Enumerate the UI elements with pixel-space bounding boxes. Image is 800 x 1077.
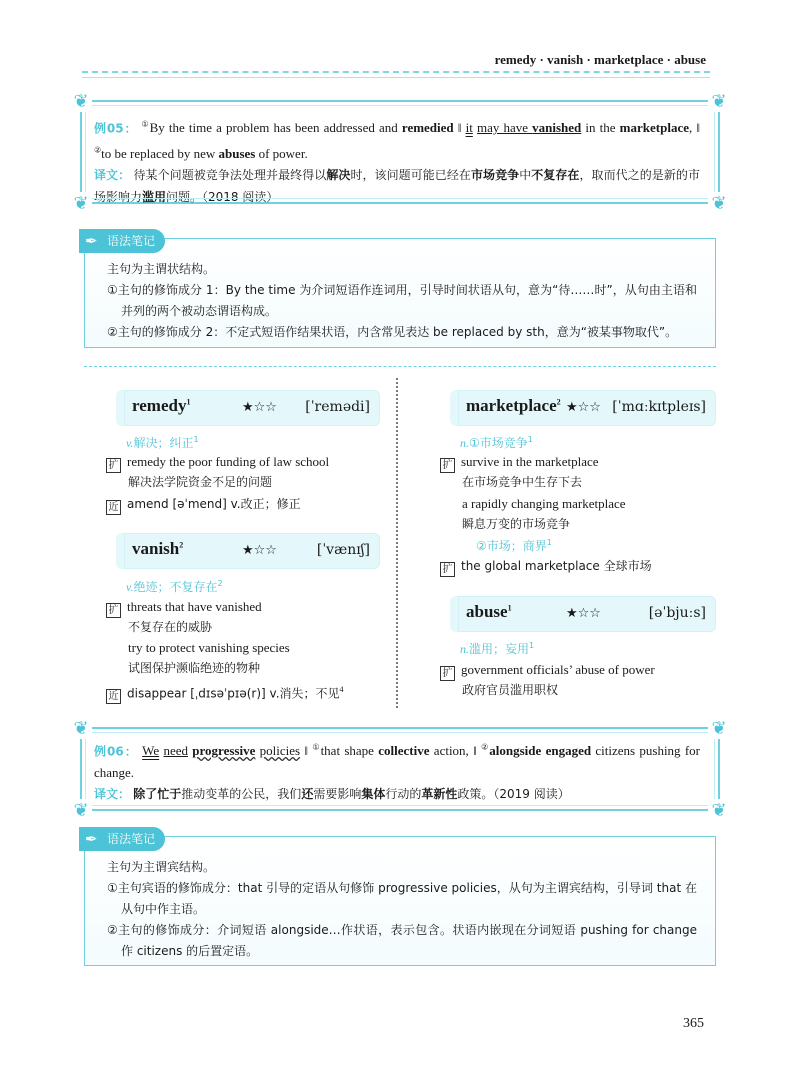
- part-of-speech: n.滥用；妄用$^1$: [460, 641, 535, 656]
- word-card-remedy: [116, 390, 380, 426]
- text-segment: that shape: [320, 743, 379, 759]
- section-divider: [84, 366, 716, 367]
- extension-cn: 瞬息万变的市场竞争: [462, 517, 571, 531]
- extend-tag-icon: 扩: [440, 666, 455, 681]
- text-segment: 待某个问题被竞争法处理并最终得以: [133, 167, 327, 182]
- headword: remedy$^1$: [132, 396, 191, 415]
- grammar-note-1: [84, 232, 716, 348]
- extension-cn: 在市场竞争中生存下去: [462, 475, 583, 489]
- example-05-translation-text: [94, 168, 700, 204]
- extension: 扩 the global marketplace 全球市场: [440, 556, 652, 577]
- text-segment: ②: [94, 145, 102, 155]
- frequency-stars: ★☆☆: [242, 543, 277, 558]
- corner-ornament-icon: ❦: [708, 717, 730, 739]
- text-segment: ②: [481, 743, 490, 752]
- text-segment: policies: [259, 743, 301, 759]
- page-number: 365: [683, 1016, 704, 1031]
- frequency-stars: ★☆☆: [242, 400, 277, 415]
- example-05-box: [73, 91, 727, 213]
- text-segment: By the time a problem has been addressed and: [149, 120, 402, 136]
- corner-ornament-icon: ❦: [70, 90, 92, 112]
- corner-ornament-icon: ❦: [708, 192, 730, 214]
- frequency-stars: ★☆☆: [566, 400, 601, 415]
- extension-en: 扩 remedy the poor funding of law school: [106, 452, 329, 473]
- column-divider: [396, 378, 406, 708]
- extension-cn: 政府官员滥用职权: [462, 683, 559, 697]
- word-card-abuse: [450, 596, 716, 632]
- text-segment: vanished: [532, 120, 582, 136]
- text-segment: 行动的: [385, 787, 422, 802]
- text-segment: ①: [141, 120, 150, 129]
- extension-cn: 试图保护濒临绝迹的物种: [128, 661, 261, 675]
- example-05-translation: 译文： 待某个问题被竞争法处理并最终得以解决时，该问题可能已经在市场竞争中不复存在，取而代之的是新的市场影响力滥用问题。（2018 阅读）: [94, 167, 700, 204]
- phonetic: [əˈbjuːs]: [648, 605, 706, 621]
- text-segment: 集体: [361, 787, 386, 802]
- translation-label: 译文: [94, 787, 119, 802]
- text-segment: it: [465, 120, 473, 136]
- translation-label: 译文: [94, 167, 119, 182]
- text-segment: 市场竞争: [470, 167, 520, 182]
- text-segment: abuses: [218, 145, 256, 161]
- text-segment: marketplace: [619, 120, 689, 136]
- word-card-marketplace: [450, 390, 716, 426]
- text-segment: in the: [581, 120, 620, 136]
- synonym: 近 disappear [ˌdɪsəˈpɪə(r)] v.消失；不见$^4$: [106, 680, 344, 704]
- text-segment: 时，该问题可能已经在: [350, 167, 471, 182]
- text-segment: ①: [312, 743, 321, 752]
- phonetic: [ˈvænɪʃ]: [316, 542, 370, 558]
- text-segment: collective: [378, 743, 430, 759]
- note-line: 主句为主谓宾结构。: [107, 860, 216, 874]
- quill-pen-icon: ✒: [85, 232, 98, 250]
- grammar-note-2: [84, 830, 716, 966]
- corner-ornament-icon: ❦: [70, 717, 92, 739]
- text-segment: ‖: [300, 743, 313, 759]
- text-segment: 革新性: [421, 787, 458, 802]
- word-card-vanish: [116, 533, 380, 569]
- extension-cn: 不复存在的威胁: [128, 620, 213, 634]
- note-line: ②主句的修饰成分 2：不定式短语作结果状语，内含常见表达 be replaced by sth，意为“被某事物取代”。: [107, 325, 678, 339]
- text-segment: 中: [519, 167, 532, 182]
- note-line: ②主句的修饰成分：介词短语 alongside…作状语，表示包含。状语内嵌现在分词短语 pushing for change 作 citizens 的后置定语。: [107, 923, 697, 958]
- extension-en: 扩 survive in the marketplace: [440, 452, 599, 473]
- text-segment: ‖: [453, 120, 466, 136]
- corner-ornament-icon: ❦: [70, 799, 92, 821]
- note-line: ①主句宾语的修饰成分：that 引导的定语从句修饰 progressive policies，从句为主谓宾结构，引导词 that 在从句中作主语。: [107, 881, 697, 916]
- headword: abuse$^1$: [466, 602, 512, 621]
- extend-tag-icon: 扩: [106, 603, 121, 618]
- text-segment: 需要影响: [313, 787, 362, 802]
- synonym-tag-icon: 近: [106, 500, 121, 515]
- text-segment: 还: [301, 787, 314, 802]
- corner-ornament-icon: ❦: [70, 192, 92, 214]
- text-segment: remedied: [401, 120, 454, 136]
- phonetic: [ˈremədi]: [305, 399, 370, 415]
- text-segment: ，取而代之的是新的市场影响力: [94, 167, 700, 204]
- frequency-stars: ★☆☆: [566, 606, 601, 621]
- extend-tag-icon: 扩: [440, 458, 455, 473]
- text-segment: progressive: [192, 743, 256, 759]
- text-segment: 解决: [326, 167, 351, 182]
- headword: marketplace$^2$: [466, 396, 561, 415]
- text-segment: action, ‖: [429, 743, 482, 759]
- extend-tag-icon: 扩: [440, 562, 455, 577]
- extension-cn: 解决法学院资金不足的问题: [128, 475, 273, 489]
- text-segment: 滥用: [142, 189, 167, 204]
- quill-pen-icon: ✒: [85, 830, 98, 848]
- example-06-label: 例06: [94, 744, 124, 759]
- corner-ornament-icon: ❦: [708, 90, 730, 112]
- grammar-note-tag: ✒ 语法笔记: [79, 827, 165, 851]
- example-05-label: 例05: [94, 121, 124, 136]
- text-segment: We: [142, 743, 160, 759]
- header-rule-thin: [82, 77, 710, 78]
- part-of-speech: v.解决；纠正$^1$: [126, 435, 199, 450]
- running-header: remedy · vanish · marketplace · abuse: [494, 52, 706, 67]
- extension-en: 扩 government officials’ abuse of power: [440, 660, 655, 681]
- extend-tag-icon: 扩: [106, 458, 121, 473]
- extension-en: try to protect vanishing species: [128, 640, 290, 655]
- text-segment: of power.: [255, 145, 308, 161]
- part-of-speech: n.①市场竞争$^1$: [460, 435, 533, 450]
- example-05-sentence: 例05： ①By the time a problem has been addressed and remedied ‖ it may have vanished in the marketplace, ‖ ②to be replaced by new abuses of power.: [94, 120, 701, 161]
- example-06-box: [73, 718, 727, 820]
- part-of-speech: ②市场；商界$^1$: [476, 538, 552, 553]
- headword: vanish$^2$: [132, 539, 184, 558]
- example-06-sentence: 例06： We need progressive policies ‖ ①that shape collective action, ‖ ②alongside engaged citizens pushing for change.: [94, 743, 701, 781]
- text-segment: 除了忙于: [133, 787, 182, 802]
- grammar-note-tag: ✒ 语法笔记: [79, 229, 165, 253]
- extension-en: a rapidly changing marketplace: [462, 496, 626, 511]
- text-segment: alongside engaged: [489, 743, 592, 759]
- part-of-speech: v.绝迹；不复存在$^2$: [126, 579, 223, 594]
- text-segment: , ‖: [688, 120, 701, 136]
- text-segment: to be replaced by new: [101, 145, 219, 161]
- corner-ornament-icon: ❦: [708, 799, 730, 821]
- text-segment: 推动变革的公民，我们: [181, 787, 302, 802]
- example-06-translation: 译文： 除了忙于推动变革的公民，我们还需要影响集体行动的革新性政策。（2019 阅读）: [94, 787, 570, 802]
- synonym: 近 amend [əˈmend] v.改正；修正: [106, 494, 301, 515]
- text-segment: 政策。（2019 阅读）: [457, 787, 570, 802]
- text-segment: need: [163, 743, 188, 759]
- text-segment: 不复存在: [531, 167, 580, 182]
- note-line: 主句为主谓状结构。: [107, 262, 216, 276]
- note-line: ①主句的修饰成分 1：By the time 为介词短语作连词用，引导时间状语从句，意为“待……时”，从句由主语和并列的两个被动态谓语构成。: [107, 283, 697, 318]
- header-rule: [82, 71, 710, 73]
- synonym-tag-icon: 近: [106, 689, 121, 704]
- extension-en: 扩 threats that have vanished: [106, 597, 262, 618]
- example-05-text: [94, 120, 700, 160]
- phonetic: [ˈmɑːkɪtpleɪs]: [612, 399, 706, 415]
- example-06-text: [94, 743, 700, 780]
- text-segment: 问题。（2018 阅读）: [166, 189, 279, 204]
- text-segment: may have: [476, 120, 533, 136]
- text-segment: citizens pushing for change.: [94, 743, 701, 781]
- example-06-translation-text: [133, 787, 569, 801]
